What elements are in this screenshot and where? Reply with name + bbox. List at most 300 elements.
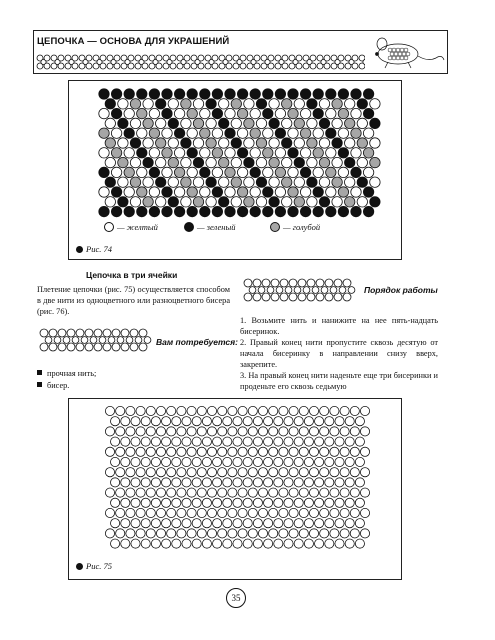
bead bbox=[202, 498, 211, 507]
bead bbox=[177, 468, 186, 477]
bead bbox=[85, 329, 93, 337]
bead bbox=[218, 468, 227, 477]
bead bbox=[212, 63, 218, 69]
bead bbox=[192, 457, 201, 466]
bead bbox=[332, 177, 342, 187]
bead bbox=[105, 468, 114, 477]
bead bbox=[355, 457, 364, 466]
bead bbox=[231, 177, 241, 187]
bead bbox=[156, 468, 165, 477]
bead bbox=[131, 539, 140, 548]
bead bbox=[219, 177, 229, 187]
bead bbox=[312, 287, 319, 294]
bead bbox=[156, 118, 166, 128]
bead bbox=[282, 157, 292, 167]
bead bbox=[231, 157, 241, 167]
bead bbox=[182, 498, 191, 507]
bead bbox=[156, 99, 166, 109]
bead bbox=[299, 427, 308, 436]
bead bbox=[130, 329, 138, 337]
bead bbox=[156, 197, 166, 207]
bead bbox=[111, 457, 120, 466]
bead bbox=[335, 417, 344, 426]
bead bbox=[299, 406, 308, 415]
bead bbox=[141, 498, 150, 507]
bead bbox=[126, 337, 133, 344]
bead bbox=[282, 55, 288, 61]
bead bbox=[128, 63, 134, 69]
bead bbox=[100, 55, 106, 61]
bead bbox=[139, 343, 147, 351]
order-label: Порядок работы bbox=[364, 285, 438, 295]
bead bbox=[233, 498, 242, 507]
bead bbox=[105, 118, 115, 128]
bead bbox=[206, 157, 216, 167]
bead bbox=[326, 108, 336, 118]
bead bbox=[300, 89, 310, 99]
bead bbox=[289, 508, 298, 517]
bead bbox=[105, 157, 115, 167]
bead bbox=[250, 128, 260, 138]
bead bbox=[151, 498, 160, 507]
bead bbox=[137, 167, 147, 177]
bead bbox=[326, 206, 336, 216]
bead bbox=[108, 337, 115, 344]
bead bbox=[72, 55, 78, 61]
bead bbox=[274, 478, 283, 487]
bead bbox=[212, 187, 222, 197]
bead bbox=[212, 89, 222, 99]
bead bbox=[319, 118, 329, 128]
bead bbox=[248, 468, 257, 477]
bead bbox=[351, 206, 361, 216]
bead bbox=[192, 498, 201, 507]
bead bbox=[304, 478, 313, 487]
bead bbox=[300, 187, 310, 197]
bead bbox=[111, 128, 121, 138]
bead bbox=[289, 488, 298, 497]
bead bbox=[72, 337, 79, 344]
bead bbox=[213, 437, 222, 446]
legend-green bbox=[184, 222, 235, 232]
bead bbox=[86, 55, 92, 61]
bead bbox=[233, 519, 242, 528]
bead bbox=[320, 406, 329, 415]
bead bbox=[143, 138, 153, 148]
bead bbox=[284, 417, 293, 426]
bead bbox=[187, 148, 197, 158]
bead bbox=[244, 279, 252, 287]
bead bbox=[345, 118, 355, 128]
bead bbox=[181, 99, 191, 109]
bead bbox=[149, 89, 159, 99]
bead bbox=[335, 437, 344, 446]
bead bbox=[248, 529, 257, 538]
bead bbox=[310, 55, 316, 61]
bead bbox=[213, 519, 222, 528]
bead bbox=[149, 206, 159, 216]
bead bbox=[274, 417, 283, 426]
bead bbox=[338, 167, 348, 177]
bead bbox=[58, 63, 64, 69]
bead bbox=[248, 427, 257, 436]
bead bbox=[193, 138, 203, 148]
bead bbox=[213, 457, 222, 466]
bead bbox=[131, 498, 140, 507]
bead bbox=[298, 279, 306, 287]
bead bbox=[141, 478, 150, 487]
bead bbox=[167, 529, 176, 538]
bead bbox=[131, 519, 140, 528]
bead bbox=[130, 118, 140, 128]
bead bbox=[99, 187, 109, 197]
bullet-icon bbox=[37, 382, 42, 387]
bead bbox=[187, 447, 196, 456]
bead bbox=[350, 529, 359, 538]
bead bbox=[181, 118, 191, 128]
bead bbox=[192, 437, 201, 446]
bead bbox=[218, 488, 227, 497]
bead bbox=[105, 99, 115, 109]
bead bbox=[219, 197, 229, 207]
bead bbox=[206, 138, 216, 148]
bead bbox=[111, 498, 120, 507]
bead bbox=[335, 519, 344, 528]
bead bbox=[105, 197, 115, 207]
bead bbox=[99, 108, 109, 118]
header-bead-chain bbox=[35, 54, 365, 70]
bead bbox=[330, 447, 339, 456]
bead bbox=[274, 519, 283, 528]
bead bbox=[304, 498, 313, 507]
bead bbox=[151, 417, 160, 426]
bead bbox=[288, 128, 298, 138]
bead bbox=[279, 427, 288, 436]
bead bbox=[357, 99, 367, 109]
bead bbox=[307, 99, 317, 109]
bead bbox=[326, 89, 336, 99]
bead bbox=[225, 187, 235, 197]
bead bbox=[275, 108, 285, 118]
bead bbox=[340, 488, 349, 497]
bead bbox=[212, 128, 222, 138]
bead bbox=[193, 118, 203, 128]
bead bbox=[142, 63, 148, 69]
bead bbox=[162, 128, 172, 138]
bead bbox=[338, 55, 344, 61]
bead bbox=[141, 417, 150, 426]
bead bbox=[350, 508, 359, 517]
bead bbox=[121, 343, 129, 351]
bead bbox=[167, 406, 176, 415]
bead bbox=[168, 118, 178, 128]
bead bbox=[289, 406, 298, 415]
bead bbox=[310, 63, 316, 69]
bead bbox=[338, 148, 348, 158]
bead bbox=[99, 89, 109, 99]
bead bbox=[116, 508, 125, 517]
bead bbox=[212, 167, 222, 177]
bead bbox=[269, 118, 279, 128]
bead bbox=[350, 488, 359, 497]
bead bbox=[172, 478, 181, 487]
bead bbox=[307, 177, 317, 187]
bead bbox=[325, 457, 334, 466]
bead bbox=[258, 447, 267, 456]
bead bbox=[200, 89, 210, 99]
bead bbox=[168, 99, 178, 109]
bead bbox=[262, 293, 270, 301]
bead bbox=[264, 498, 273, 507]
bead bbox=[156, 406, 165, 415]
bead bbox=[177, 447, 186, 456]
bead bbox=[128, 55, 134, 61]
bead bbox=[111, 417, 120, 426]
bead bbox=[360, 447, 369, 456]
bead bbox=[320, 488, 329, 497]
bead bbox=[313, 187, 323, 197]
bead bbox=[237, 148, 247, 158]
bead bbox=[269, 99, 279, 109]
bead bbox=[253, 457, 262, 466]
bead bbox=[146, 447, 155, 456]
bead bbox=[111, 148, 121, 158]
bead bbox=[284, 498, 293, 507]
bead bbox=[304, 539, 313, 548]
bead bbox=[105, 488, 114, 497]
bead bbox=[332, 118, 342, 128]
bead bbox=[212, 55, 218, 61]
bead bbox=[256, 157, 266, 167]
bead bbox=[143, 118, 153, 128]
bead bbox=[105, 406, 114, 415]
bead bbox=[363, 187, 373, 197]
bead bbox=[45, 337, 52, 344]
bead bbox=[207, 468, 216, 477]
bead bbox=[334, 279, 342, 287]
bead bbox=[332, 197, 342, 207]
bead bbox=[313, 148, 323, 158]
bead bbox=[248, 488, 257, 497]
bead bbox=[253, 279, 261, 287]
bead bbox=[345, 197, 355, 207]
bead bbox=[212, 206, 222, 216]
bead bbox=[340, 447, 349, 456]
bead bbox=[243, 539, 252, 548]
bead bbox=[294, 118, 304, 128]
bead bbox=[177, 427, 186, 436]
bead bbox=[193, 197, 203, 207]
bead bbox=[231, 197, 241, 207]
bead bbox=[274, 498, 283, 507]
bead bbox=[325, 279, 333, 287]
bead bbox=[212, 148, 222, 158]
bead bbox=[238, 488, 247, 497]
figure-74-bead-pattern bbox=[98, 88, 383, 218]
bead bbox=[243, 478, 252, 487]
bead bbox=[280, 293, 288, 301]
figure-75-bead-pattern bbox=[105, 406, 370, 554]
bead bbox=[258, 427, 267, 436]
bead bbox=[334, 293, 342, 301]
bead bbox=[181, 197, 191, 207]
bead bbox=[253, 293, 261, 301]
bead bbox=[223, 539, 232, 548]
bead bbox=[320, 529, 329, 538]
bead bbox=[360, 406, 369, 415]
bead bbox=[144, 337, 151, 344]
bead bbox=[187, 187, 197, 197]
bead bbox=[172, 457, 181, 466]
intro-paragraph: Плетение цепочки (рис. 75) осуществляется способом в две нити из одноцветного или разноцветного бисера (рис. 76). bbox=[37, 285, 230, 316]
bead bbox=[90, 337, 97, 344]
figure-75-caption-text: Рис. 75 bbox=[86, 561, 112, 571]
step-3: 3. На правый конец нити наденьте еще три бисеринки и проденьте его сквозь седьмую bbox=[240, 371, 438, 391]
bead bbox=[105, 508, 114, 517]
bead bbox=[307, 118, 317, 128]
bead bbox=[363, 128, 373, 138]
bead bbox=[253, 417, 262, 426]
bead bbox=[325, 478, 334, 487]
bead bbox=[315, 519, 324, 528]
bead bbox=[319, 177, 329, 187]
bead bbox=[326, 167, 336, 177]
bead bbox=[198, 55, 204, 61]
bead bbox=[130, 343, 138, 351]
bead bbox=[268, 55, 274, 61]
bead bbox=[162, 187, 172, 197]
bead bbox=[202, 478, 211, 487]
bead bbox=[206, 118, 216, 128]
bead bbox=[240, 55, 246, 61]
bead bbox=[67, 343, 75, 351]
bead bbox=[370, 118, 380, 128]
legend-blue bbox=[270, 222, 320, 232]
bead bbox=[279, 406, 288, 415]
legend-yellow-label: — желтый bbox=[117, 222, 158, 232]
bead bbox=[345, 417, 354, 426]
bead bbox=[121, 539, 130, 548]
materials-label: Вам потребуется: bbox=[156, 337, 238, 347]
bead bbox=[143, 99, 153, 109]
bead bbox=[146, 508, 155, 517]
bead bbox=[269, 488, 278, 497]
bead bbox=[320, 508, 329, 517]
bead bbox=[130, 157, 140, 167]
bead bbox=[131, 478, 140, 487]
bead bbox=[307, 157, 317, 167]
bead bbox=[298, 293, 306, 301]
bead bbox=[294, 437, 303, 446]
bead bbox=[343, 293, 351, 301]
bead bbox=[280, 279, 288, 287]
bead bbox=[223, 498, 232, 507]
bead bbox=[237, 89, 247, 99]
bead bbox=[250, 167, 260, 177]
bead bbox=[218, 427, 227, 436]
bead bbox=[170, 55, 176, 61]
bead bbox=[126, 406, 135, 415]
bead bbox=[124, 187, 134, 197]
bead bbox=[206, 99, 216, 109]
bead bbox=[124, 128, 134, 138]
bead bbox=[193, 177, 203, 187]
bead bbox=[187, 427, 196, 436]
bead bbox=[182, 519, 191, 528]
bead bbox=[299, 447, 308, 456]
bead bbox=[351, 89, 361, 99]
bead bbox=[156, 63, 162, 69]
bead bbox=[339, 287, 346, 294]
bead bbox=[131, 437, 140, 446]
bead bbox=[332, 138, 342, 148]
bead bbox=[219, 157, 229, 167]
bead bbox=[340, 508, 349, 517]
bead bbox=[351, 167, 361, 177]
bead bbox=[207, 406, 216, 415]
bead bbox=[294, 99, 304, 109]
bead bbox=[345, 138, 355, 148]
bead bbox=[351, 128, 361, 138]
bead bbox=[207, 529, 216, 538]
bead bbox=[228, 427, 237, 436]
bead bbox=[248, 508, 257, 517]
bead bbox=[355, 478, 364, 487]
bead bbox=[124, 206, 134, 216]
bead bbox=[168, 197, 178, 207]
bead bbox=[103, 343, 111, 351]
bead bbox=[300, 128, 310, 138]
bead bbox=[174, 89, 184, 99]
bead bbox=[264, 539, 273, 548]
bead bbox=[156, 447, 165, 456]
bead bbox=[330, 488, 339, 497]
bead bbox=[258, 488, 267, 497]
bead bbox=[294, 138, 304, 148]
bead bbox=[309, 406, 318, 415]
bead bbox=[58, 343, 66, 351]
bead bbox=[340, 427, 349, 436]
bead bbox=[187, 529, 196, 538]
bead bbox=[167, 427, 176, 436]
bead bbox=[244, 138, 254, 148]
bead bbox=[187, 167, 197, 177]
bead bbox=[264, 457, 273, 466]
bead bbox=[363, 108, 373, 118]
bead bbox=[231, 99, 241, 109]
bead bbox=[40, 329, 48, 337]
bead bbox=[63, 337, 70, 344]
bead bbox=[111, 437, 120, 446]
bead bbox=[99, 167, 109, 177]
bead bbox=[187, 108, 197, 118]
bead bbox=[357, 177, 367, 187]
bead bbox=[117, 337, 124, 344]
bead bbox=[167, 447, 176, 456]
bead bbox=[320, 468, 329, 477]
bead bbox=[289, 279, 297, 287]
bead bbox=[184, 63, 190, 69]
bead bbox=[325, 417, 334, 426]
bead bbox=[250, 206, 260, 216]
bead bbox=[162, 89, 172, 99]
bead bbox=[325, 293, 333, 301]
bead bbox=[345, 99, 355, 109]
bead bbox=[174, 167, 184, 177]
bead bbox=[111, 206, 121, 216]
bead bbox=[313, 167, 323, 177]
bead bbox=[111, 108, 121, 118]
